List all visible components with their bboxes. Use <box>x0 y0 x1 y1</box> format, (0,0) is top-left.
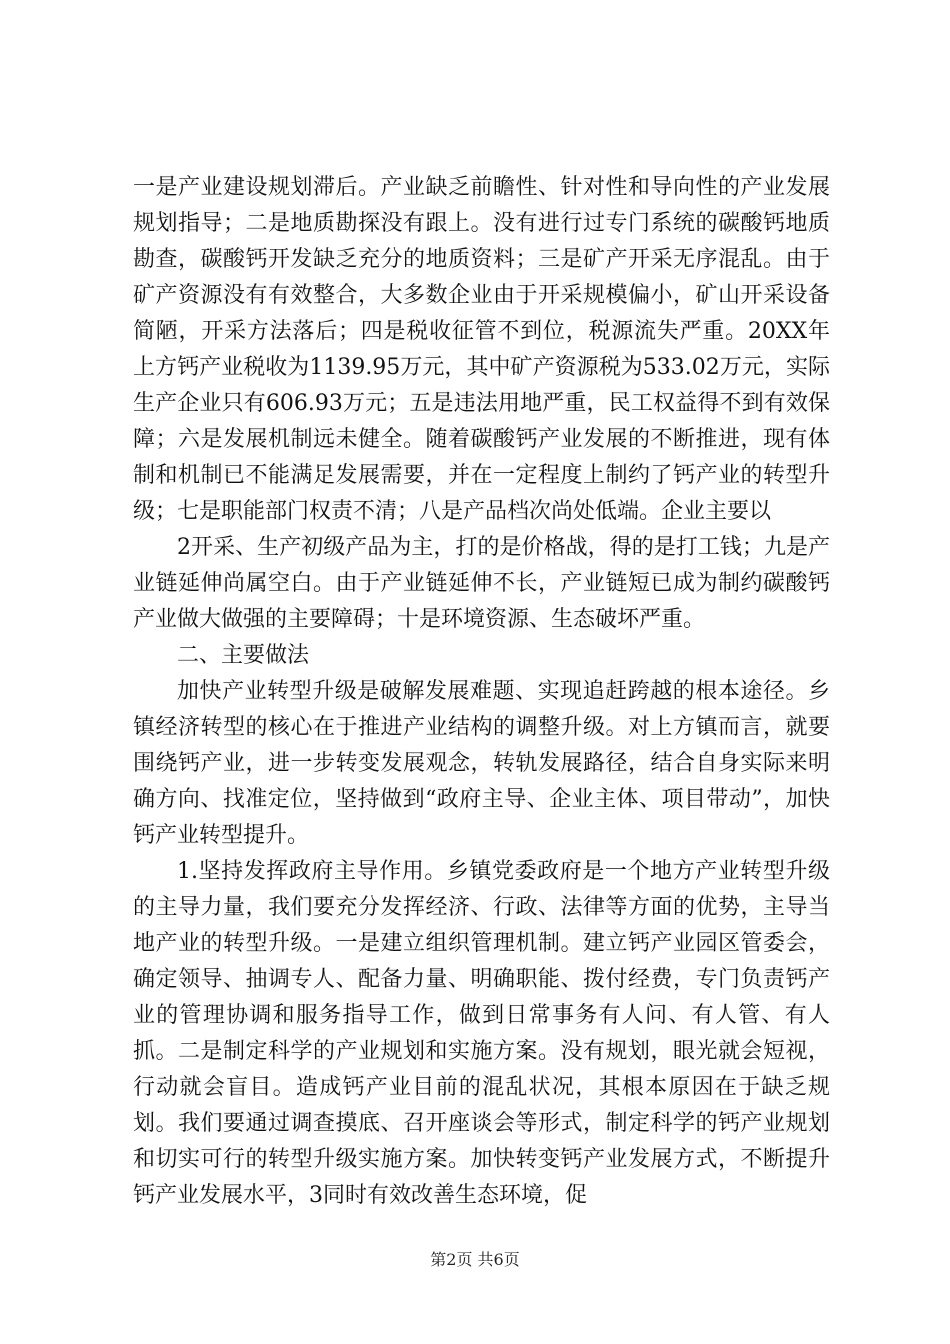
document-body <box>133 170 830 1214</box>
section-heading-main-practices: 二、主要做法 <box>177 643 310 668</box>
paragraph-problems-list: 一是产业建设规划滞后。产业缺乏前瞻性、针对性和导向性的产业发展规划指导；二是地质勘探没有跟上。没有进行过专门系统的碳酸钙地质勘查，碳酸钙开发缺乏充分的地质资料；三是矿产开采无序混乱。由于矿产资源没有有效整合，大多数企业由于开采规模偏小，矿山开采设备简陋，开采方法落后；四是税收征管不到位，税源流失严重。20XX年上方钙产业税收为1139.95万元，其中矿产资源税为533.02万元，实际生产企业只有606.93万元；五是违法用地严重，民工权益得不到有效保障；六是发展机制远未健全。随着碳酸钙产业发展的不断推进，现有体制和机制已不能满足发展需要，并在一定程度上制约了钙产业的转型升级；七是职能部门权责不清；八是产品档次尚处低端。企业主要以 <box>133 175 830 524</box>
page-number-footer: 第2页 共6页 <box>430 1250 520 1269</box>
paragraph-transformation-intro: 加快产业转型升级是破解发展难题、实现追赶跨越的根本途径。乡镇经济转型的核心在于推进产业结构的调整升级。对上方镇而言，就要围绕钙产业，进一步转变发展观念，转轨发展路径，结合自身实际来明确方向、找准定位，坚持做到“政府主导、企业主体、项目带动”，加快钙产业转型提升。 <box>133 679 830 848</box>
paragraph-problems-continued: 2开采、生产初级产品为主，打的是价格战，得的是打工钱；九是产业链延伸尚属空白。由于产业链延伸不长，产业链短已成为制约碳酸钙产业做大做强的主要障碍；十是环境资源、生态破坏严重。 <box>133 535 830 632</box>
paragraph-government-leadership: 1.坚持发挥政府主导作用。乡镇党委政府是一个地方产业转型升级的主导力量，我们要充分发挥经济、行政、法律等方面的优势，主导当地产业的转型升级。一是建立组织管理机制。建立钙产业园区管委会，确定领导、抽调专人、配备力量、明确职能、拨付经费，专门负责钙产业的管理协调和服务指导工作，做到日常事务有人问、有人管、有人抓。二是制定科学的产业规划和实施方案。没有规划，眼光就会短视，行动就会盲目。造成钙产业目前的混乱状况，其根本原因在于缺乏规划。我们要通过调查摸底、召开座谈会等形式，制定科学的钙产业规划和切实可行的转型升级实施方案。加快转变钙产业发展方式，不断提升钙产业发展水平，3同时有效改善生态环境，促 <box>133 859 830 1208</box>
